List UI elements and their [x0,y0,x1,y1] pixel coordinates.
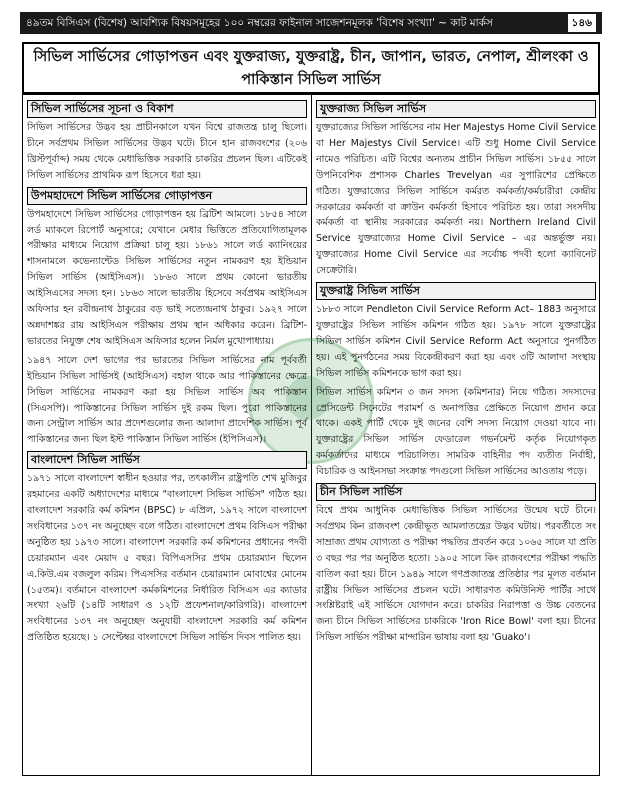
paragraph: ১৯৪৭ সালে দেশ ভাগের পর ভারতের সিভিল সার্ভিসের নাম পূর্ববর্তী ইন্ডিয়ান সিভিল সার্ভিসই (আইসিএস) বহাল থাকে আর পাকিস্তানের ক্ষেত্রে সিভিল সার্ভিসের নামকরণ করা হয় সিভিল সার্ভিস অব পাকিস্তান (সিএসপি)। পাকিস্তানের সিভিল সার্ভিস দুই রকম ছিল। পুরো পাকিস্তানের জন্য সেন্ট্রাল সার্ভিস আর প্রদেশগুলোর জন্য আলাদা প্রাদেশিক সার্ভিস। পূর্ব পাকিস্তানের জন্য ছিল ইস্ট পাকিস্তান সিভিল সার্ভিস (ইপিসিএস)। [27,354,307,446]
header-text: ৪৯তম বিসিএস (বিশেষ) আবশ্যিক বিষয়সমূহের ১০০ নম্বরের ফাইনাল সাজেশনমূলক 'বিশেষ সংখ্যা' ~ কাট মার্কস [26,17,493,29]
paragraph: সিভিল সার্ভিস কমিশন ৩ জন সদস্য (কমিশনার) নিয়ে গঠিত। সদস্যদের প্রেসিডেন্ট সিনেটের পরামর্শ ও অনাপত্তির প্রেক্ষিতে নিয়োগ প্রদান করে থাকে। একই পার্টি থেকে দুই জনের বেশি সদস্য নিয়োগ দেওয়া যাবে না। যুক্তরাষ্ট্রের সিভিল সার্ভিস ফেডারেল গভর্নমেন্ট কর্তৃক নিয়োগকৃত কর্মকর্তাদের মাধ্যমে পরিচালিত। সামরিক বাহিনীর পদ ব্যতীত নির্বাহী, বিচারিক ও আইনসভা সংক্রান্ত পদগুলো সিভিল সার্ভিসের আওতায় পড়ে। [316,386,596,478]
section-title-origin: সিভিল সার্ভিসের সূচনা ও বিকাশ [27,100,307,118]
section-title-uk: যুক্তরাজ্য সিভিল সার্ভিস [316,100,596,118]
paragraph: বিশ্বে প্রথম আধুনিক মেধাভিত্তিক সিভিল সার্ভিসের উন্মেষ ঘটে চীনে। সর্বপ্রথম কিন রাজবংশ কেন্দ্রীভূত আমলাতন্ত্রের উদ্ভব ঘটায়। পরবর্তীতে সং সাম্রাজ্য প্রথম যোগ্যতা ও পরীক্ষা পদ্ধতির প্রবর্তন করে ১০৬৫ সালে যা প্রতি ৩ বছর পর পর অনুষ্ঠিত হতো। ১৯০৫ সালে কিং রাজবংশের পরীক্ষা পদ্ধতি বাতিল করা হয়। চীনে ১৯৪৯ সালে গণপ্রজাতন্ত্র প্রতিষ্ঠার পর মূলত বর্তমান রাষ্ট্রীয় সিভিল সার্ভিসের প্রচলন ঘটে। সাধারণত কমিউনিস্ট পার্টির সাথে সংশ্লিষ্টরাই এই সার্ভিসে যোগদান করে। চাকরির নিরাপত্তা ও উচ্চ বেতনের জন্য চীনে সিভিল সার্ভিসের চাকরিকে 'Iron Rice Bowl' বলা হয়। চীনের সিভিল সার্ভিস পরীক্ষা মান্দারিন ভাষায় বলা হয় 'Guako'। [316,505,596,644]
page-title: সিভিল সার্ভিসের গোড়াপত্তন এবং যুক্তরাজ্য, যুক্তরাষ্ট্র, চীন, জাপান, ভারত, নেপাল, শ্রীলংকা ও পাকিস্তান সিভিল সার্ভিস [22,42,600,94]
running-header [20,12,602,34]
section-title-subcontinent: উপমহাদেশে সিভিল সার্ভিসের গোড়াপত্তন [27,187,307,205]
section-title-usa: যুক্তরাষ্ট্র সিভিল সার্ভিস [316,282,596,300]
section-title-china: চীন সিভিল সার্ভিস [316,483,596,501]
right-column [316,98,596,649]
page-number: ১৪৬ [568,14,596,32]
paragraph: ১৮৮৩ সালে Pendleton Civil Service Reform Act– 1883 অনুসারে যুক্তরাষ্ট্রের সিভিল সার্ভিস কমিশন গঠিত হয়। ১৯৭৮ সালে যুক্তরাষ্ট্রের সিভিল সার্ভিস কমিশন Civil Service Reform Act অনুসারে পুনর্গঠিত হয়। এই পুনর্গঠনের সময় বিকেন্দ্রীকরণ করা হয় এবং ৩টি আলাদা সংস্থায় সিভিল সার্ভিস কমিশনকে ভাগ করা হয়। [316,304,596,379]
left-column [27,98,307,649]
paragraph: যুক্তরাজ্যের সিভিল সার্ভিসের নাম Her Majestys Home Civil Service বা Her Majestys Civil Service। এটি শুধু Home Civil Service নামেও পরিচিত। এটি বিশ্বের অন্যতম প্রাচীন সিভিল সার্ভিস। ১৮৫৫ সালে উপনিবেশিক প্রশাসক Charles Trevelyan এর সুপারিশের প্রেক্ষিতে গঠিত। যুক্তরাজ্যের সিভিল সার্ভিসে কর্মরত কর্মকর্তা/কর্মচারীরা কেন্দ্রীয় সরকারের কর্মকর্তা বা ক্রাউন কর্মকর্তা হিসাবে পরিচিত হয়। তারা সংসদীয় কর্মকর্তা বা স্থানীয় সরকারের কর্মকর্তা নয়। Northern Ireland Civil Service যুক্তরাজ্যের Home Civil Service – এর অন্তর্ভুক্ত নয়। যুক্তরাজ্যের Home Civil Service এর সর্বোচ্চ পদবী হলো ক্যাবিনেট সেক্রেটারি। [316,122,596,277]
paragraph: ১৯৭১ সালে বাংলাদেশ স্বাধীন হওয়ার পর, তৎকালীন রাষ্ট্রপতি শেখ মুজিবুর রহমানের একটি অধ্যাদেশের মাধ্যমে "বাংলাদেশ সিভিল সার্ভিস" গঠিত হয়। বাংলাদেশ সরকারি কর্ম কমিশন (BPSC) ৮ এপ্রিল, ১৯৭২ সালে বাংলাদেশ সংবিধানের ১৩৭ নং অনুচ্ছেদ বলে গঠিত। বাংলাদেশে প্রথম বিসিএস পরীক্ষা অনুষ্ঠিত হয় ১৯৭৩ সালে। বাংলাদেশ সরকারি কর্ম কমিশনের প্রধানের পদবী চেয়ারম্যান এবং মেয়াদ ৫ বছর। বিপিএসসির প্রথম চেয়ারম্যান ছিলেন এ.কিউ.এম বজলুল করিম। পিএসসির বর্তমান চেয়ারম্যান মোবাশ্বের মোনেম (১৫তম)। বর্তমানে বাংলাদেশ কর্মকমিশনের নির্ধারিত বিসিএস এর ক্যাডার সংখ্যা ২৬টি (১৪টি সাধারণ ও ১২টি প্রফেশনাল/কারিগরি)। বাংলাদেশ সংবিধানের ১৩৭ নং অনুচ্ছেদ অনুযায়ী বাংলাদেশ সরকারি কর্ম কমিশন প্রতিষ্ঠিত হয়েছে। ১ সেপ্টেম্বর বাংলাদেশে সিভিল সার্ভিস দিবস পালিত হয়। [27,473,307,644]
section-title-bangladesh: বাংলাদেশ সিভিল সার্ভিস [27,451,307,469]
paragraph: সিভিল সার্ভিসের উদ্ভব হয় প্রাচীনকালে যখন বিশ্বে রাজতন্ত্র চালু ছিলো। চীনে সর্বপ্রথম সিভিল সার্ভিসের উদ্ভব ঘটে। চীনে হান রাজবংশের (২০৬ খ্রিস্টপূর্বাব্দ) সময় থেকে মেধাভিত্তিক সরকারি চাকরির প্রচলন ছিল। এটিকেই সিভিল সার্ভিসের প্রাথমিক রূপ হিসেবে ধরা হয়। [27,122,307,181]
paragraph: উপমহাদেশে সিভিল সার্ভিসের গোড়াপত্তন হয় ব্রিটিশ আমলে। ১৮৫৪ সালে লর্ড ম্যাকলে রিপোর্ট অনুসারে; যেখানে মেধার ভিত্তিতে প্রতিযোগিতামূলক পরীক্ষার মাধ্যমে নিয়োগ প্রক্রিয়া চালু হয়। ১৮৬১ সালে লর্ড ক্যানিংয়ের শাসনামলে কভেন্যান্টেড সিভিল সার্ভিসের নতুন নামকরণ হয় ইন্ডিয়ান সিভিল সার্ভিস (আইসিএস)। ১৮৬৩ সালে প্রথম কোনো ভারতীয় আইসিএসের সদস্য হন। ১৮৬৩ সালে ভারতীয় হিসেবে সর্বপ্রথম আইসিএস অফিসার হন রবীন্দ্রনাথ ঠাকুরের বড় ভাই সত্যেন্দ্রনাথ ঠাকুর। ১৯২৭ সালে অন্নদাশঙ্কর রায় আইসিএস পরীক্ষায় প্রথম স্থান অধিকার করেন। ব্রিটিশ-ভারতের নিযুক্ত শেষ আইসিএস অফিসার হলেন নির্মল মুখোপাধ্যায়। [27,208,307,347]
